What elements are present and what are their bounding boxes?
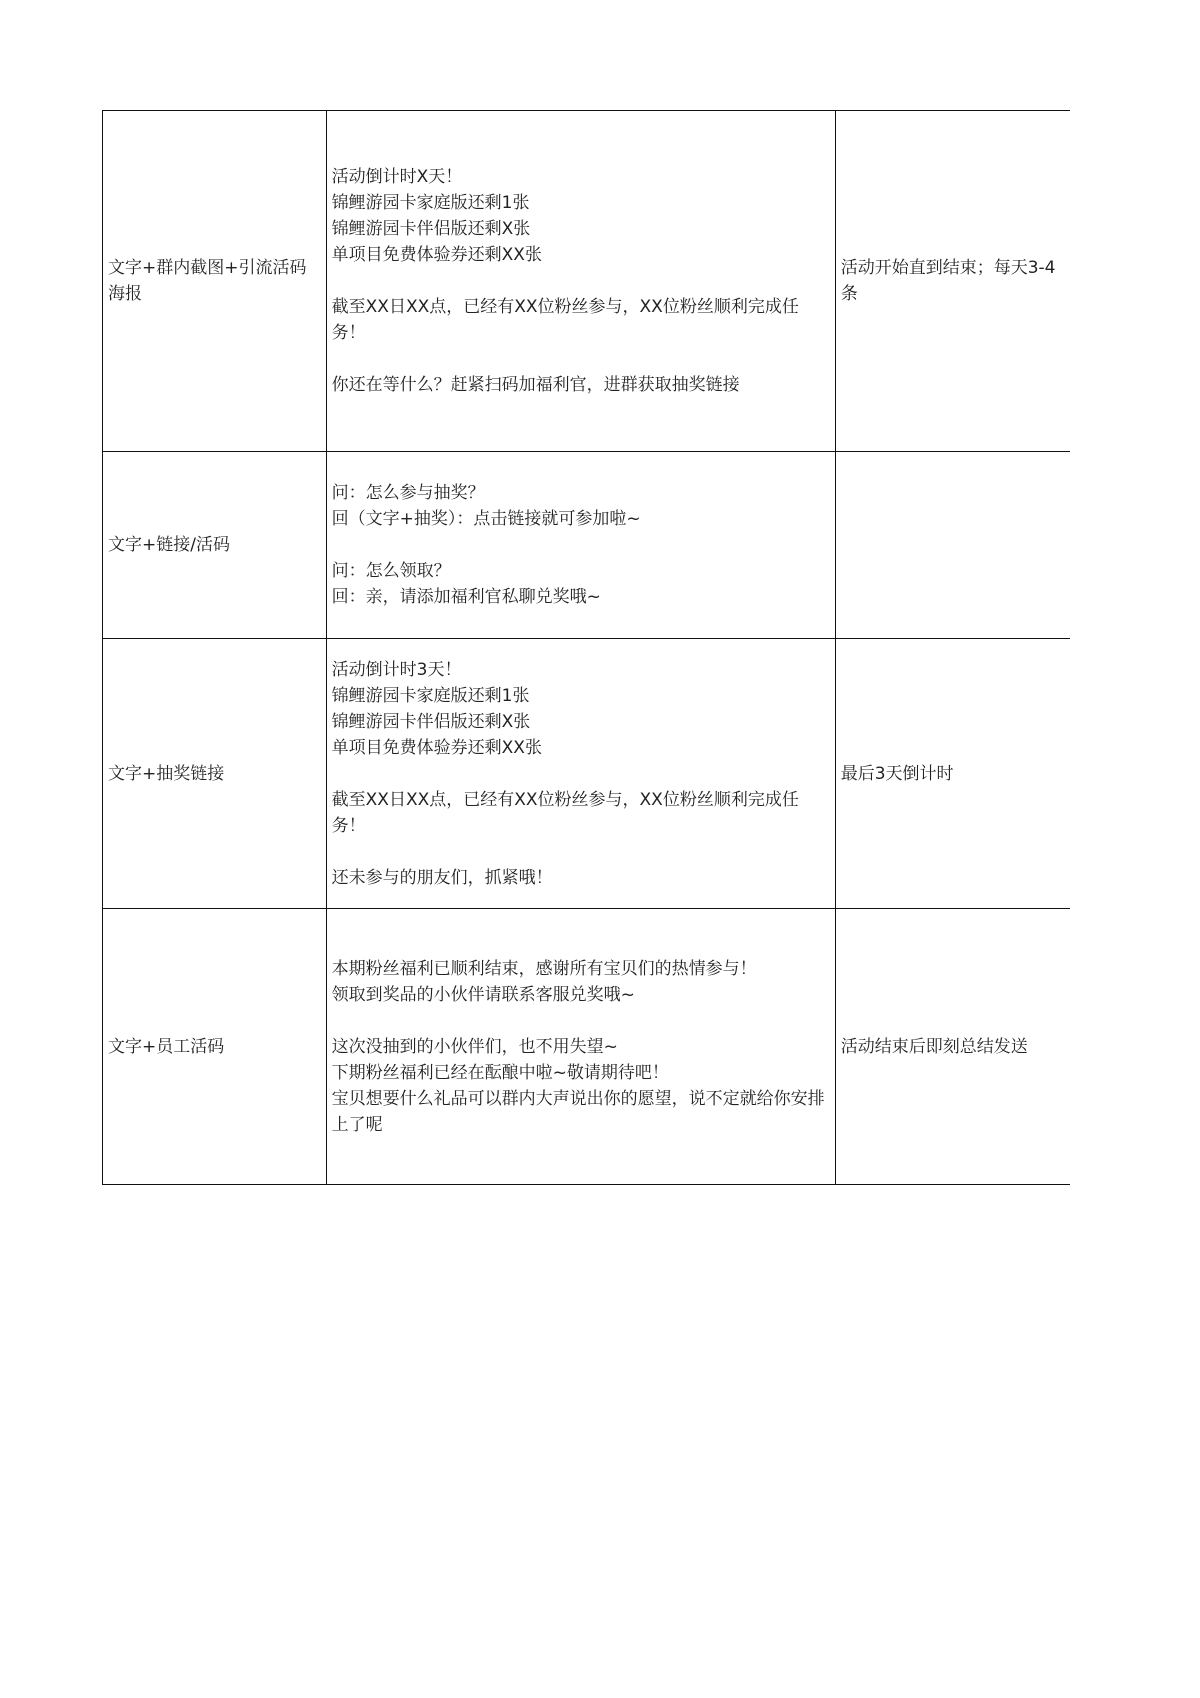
cell-format <box>103 452 327 639</box>
timing-text: 活动开始直到结束；每天3-4条 <box>840 258 1056 304</box>
cell-format <box>103 909 327 1185</box>
content-schedule-table <box>102 110 1070 1185</box>
timing-text: 活动结束后即刻总结发送 <box>840 1036 1028 1057</box>
cell-format <box>103 111 327 452</box>
cell-timing <box>835 639 1070 909</box>
table-row <box>103 639 1071 909</box>
content-text: 活动倒计时3天！ 锦鲤游园卡家庭版还剩1张 锦鲤游园卡伴侣版还剩X张 单项目免费体验券还剩XX张 截至XX日XX点，已经有XX位粉丝参与，XX位粉丝顺利完成任务！ 还未参与的朋友们，抓紧哦！ <box>331 659 799 888</box>
format-text: 文字+链接/活码 <box>108 535 230 555</box>
cell-content <box>326 452 835 639</box>
format-text: 文字+员工活码 <box>108 1036 225 1057</box>
cell-timing <box>835 111 1070 452</box>
table-row <box>103 452 1071 639</box>
spreadsheet-page <box>102 110 1070 1185</box>
content-text: 问：怎么参与抽奖？ 回（文字+抽奖）：点击链接就可参加啦~ 问：怎么领取？ 回：亲，请添加福利官私聊兑奖哦~ <box>331 483 641 607</box>
table-row <box>103 111 1071 452</box>
cell-content <box>326 639 835 909</box>
cell-timing <box>835 452 1070 639</box>
table-row <box>103 909 1071 1185</box>
content-text: 活动倒计时X天！ 锦鲤游园卡家庭版还剩1张 锦鲤游园卡伴侣版还剩X张 单项目免费体验券还剩XX张 截至XX日XX点，已经有XX位粉丝参与，XX位粉丝顺利完成任务！ 你还在等什么？赶紧扫码加福利官，进群获取抽奖链接 <box>331 167 799 395</box>
cell-format <box>103 639 327 909</box>
cell-content <box>326 909 835 1185</box>
timing-text: 最后3天倒计时 <box>840 763 954 784</box>
format-text: 文字+抽奖链接 <box>108 763 225 784</box>
cell-timing <box>835 909 1070 1185</box>
format-text: 文字+群内截图+引流活码海报 <box>108 258 307 304</box>
content-text: 本期粉丝福利已顺利结束，感谢所有宝贝们的热情参与！ 领取到奖品的小伙伴请联系客服兑奖哦~ 这次没抽到的小伙伴们，也不用失望~ 下期粉丝福利已经在酝酿中啦~敬请期待吧！ 宝贝想要什么礼品可以群内大声说出你的愿望，说不定就给你安排上了呢 <box>331 958 825 1135</box>
cell-content <box>326 111 835 452</box>
